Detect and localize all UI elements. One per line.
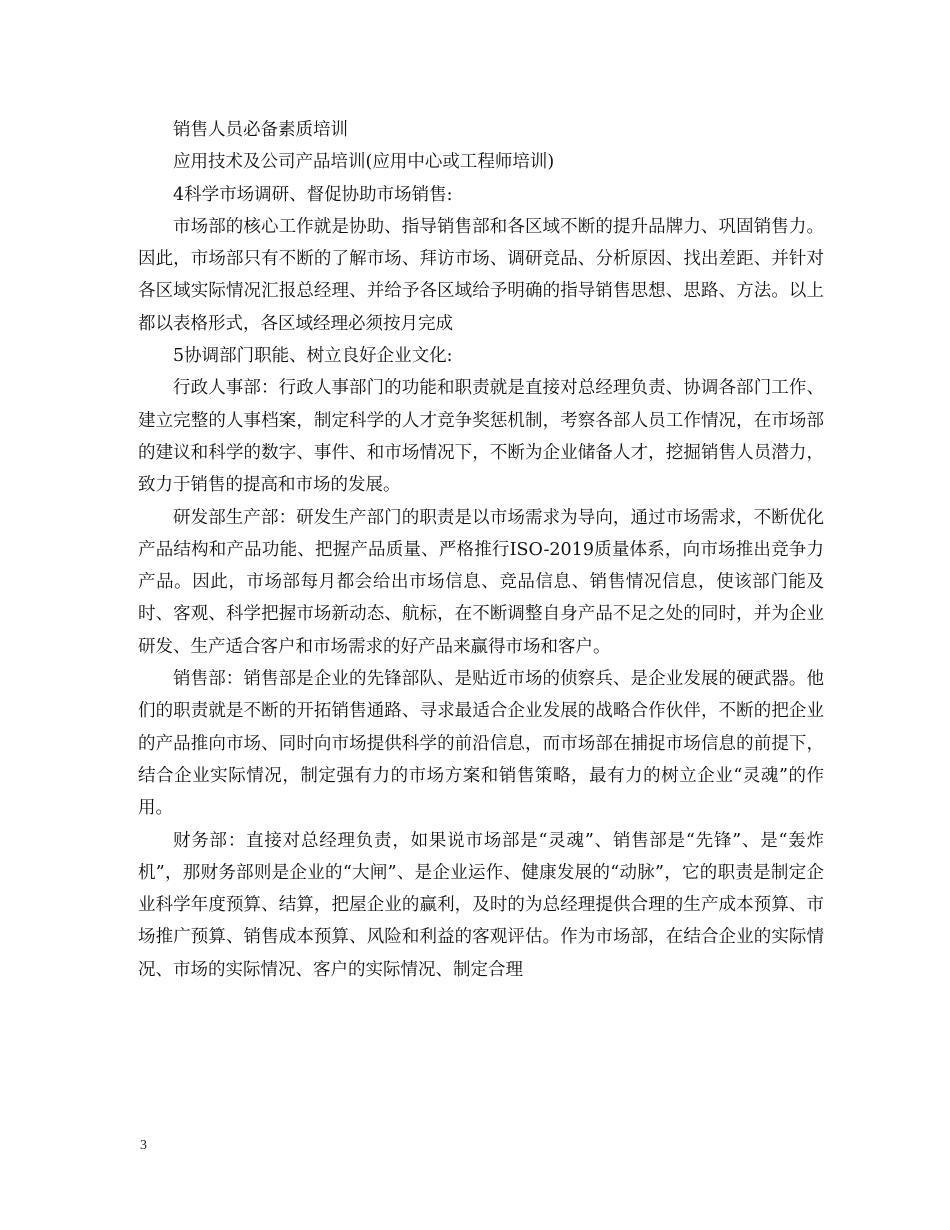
paragraph-sales-quality-training: 销售人员必备素质培训 xyxy=(173,120,348,140)
heading-coordinate-departments: 5协调部门职能、树立良好企业文化: xyxy=(173,346,453,367)
paragraph-finance-department: 财务部：直接对总经理负责，如果说市场部是“灵魂”、销售部是“先锋”、是“轰炸机”，那财务部则是企业的“大闸”、是企业运作、健康发展的“动脉”，它的职责是制定企业科学年度预算、结算，把屋企业的赢利，及时的为总经理提供合理的生产成本预算、市场推广预算、销售成本预算、风险和利益的客观评估。作为市场部，在结合企业的实际情况、市场的实际情况、客户的实际情况、制定合理 xyxy=(138,830,824,980)
heading-market-research: 4科学市场调研、督促协助市场销售: xyxy=(173,184,453,205)
document-body xyxy=(138,114,824,986)
paragraph-sales-department: 销售部：销售部是企业的先锋部队、是贴近市场的侦察兵、是企业发展的硬武器。他们的职责就是不断的开拓销售通路、寻求最适合企业发展的战略合作伙伴，不断的把企业的产品推向市场、同时向市场提供科学的前沿信息，而市场部在捕捉市场信息的前提下，结合企业实际情况，制定强有力的市场方案和销售策略，最有力的树立企业“灵魂”的作用。 xyxy=(138,669,824,819)
paragraph-product-training: 应用技术及公司产品培训(应用中心或工程师培训) xyxy=(173,152,555,173)
paragraph-rd-production-department: 研发部生产部：研发生产部门的职责是以市场需求为导向，通过市场需求，不断优化产品结构和产品功能、把握产品质量、严格推行ISO-2019质量体系，向市场推出竞争力产品。因此，市场部每月都会给出市场信息、竞品信息、销售情况信息，使该部门能及时、客观、科学把握市场新动态、航标，在不断调整自身产品不足之处的同时，并为企业研发、生产适合客户和市场需求的好产品来赢得市场和客户。 xyxy=(138,507,824,657)
page-number: 3 xyxy=(140,1138,147,1153)
paragraph-hr-department: 行政人事部：行政人事部门的功能和职责就是直接对总经理负责、协调各部门工作、建立完整的人事档案，制定科学的人才竞争奖惩机制，考察各部人员工作情况，在市场部的建议和科学的数字、事件、和市场情况下，不断为企业储备人才，挖掘销售人员潜力，致力于销售的提高和市场的发展。 xyxy=(138,378,824,496)
paragraph-market-core-work: 市场部的核心工作就是协助、指导销售部和各区域不断的提升品牌力、巩固销售力。因此，市场部只有不断的了解市场、拜访市场、调研竞品、分析原因、找出差距、并针对各区域实际情况汇报总经理、并给予各区域给予明确的指导销售思想、思路、方法。以上都以表格形式，各区域经理必须按月完成 xyxy=(138,216,824,334)
